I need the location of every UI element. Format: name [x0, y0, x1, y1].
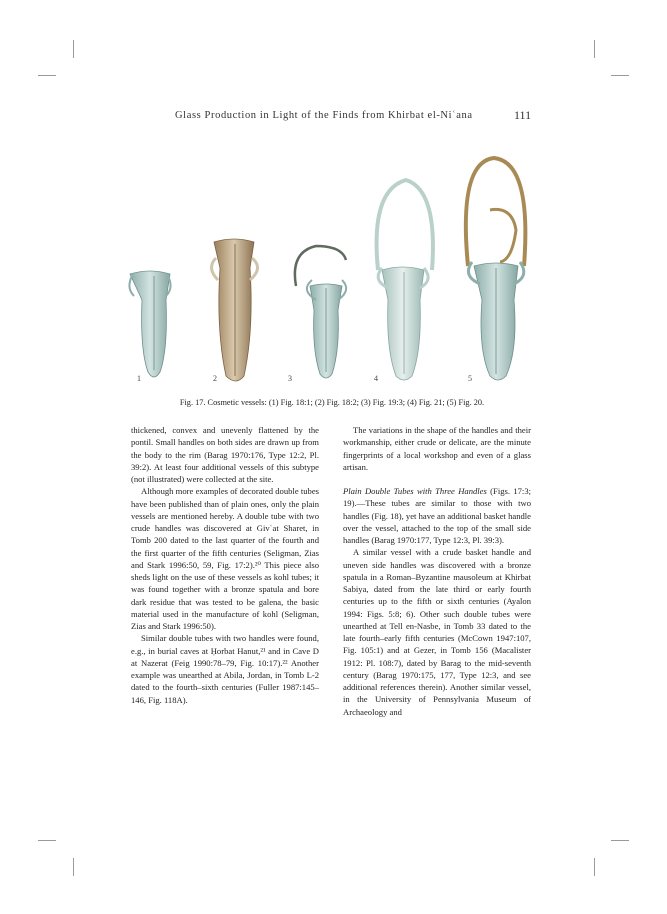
crop-mark [73, 858, 74, 876]
vessel-2 [211, 239, 257, 381]
text-column-right [343, 424, 531, 718]
paragraph-text: (Figs. 17:3; 19).—These tubes are similar to those with two handles (Fig. 18), yet have an additional basket handle over the vessel, attached to the top of the small side handles (Barag 1970:177, Type 12:3, Pl. 39:3). [343, 486, 531, 545]
crop-mark [594, 858, 595, 876]
crop-mark [38, 840, 56, 841]
section-heading: Plain Double Tubes with Three Handles [343, 486, 487, 496]
vessel-5 [466, 158, 526, 380]
crop-mark [611, 75, 629, 76]
running-head: Glass Production in Light of the Finds from Khirbat el-Niʿana [175, 110, 473, 121]
cosmetic-vessels-photo [120, 150, 540, 390]
page-number: 111 [514, 108, 532, 122]
vessel-1 [129, 271, 170, 377]
paragraph: The variations in the shape of the handles and their workmanship, either crude or delicate, are the minute fingerprints of a local workshop and even of a glass artisan. [343, 425, 531, 472]
paragraph [343, 485, 531, 546]
crop-mark [611, 840, 629, 841]
text-column-left [131, 424, 319, 706]
figure-number-2: 2 [213, 374, 217, 383]
figure-number-4: 4 [374, 374, 378, 383]
paragraph: thickened, convex and unevenly flattened by the pontil. Small handles on both sides are drawn up from the body to the rim (Barag 1970:176, Type 12:2, Pl. 39:2). At least four additional vessels of this subtype (not illustrated) were collected at the site. [131, 425, 319, 484]
figure-number-5: 5 [468, 374, 472, 383]
crop-mark [73, 40, 74, 58]
figure-number-1: 1 [137, 374, 141, 383]
paragraph: A similar vessel with a crude basket handle and uneven side handles was discovered with a bronze spatula in a Roman–Byzantine mausoleum at Khirbat Sabiya, dated from the late third or early fourth centuries up to the fifth or sixth centuries (Ayalon 1994: Figs. 5:8; 6). Other such double tubes were unearthed at Tell en-Nasbe, in Tomb 33 dated to the late fourth–early fifth centuries (McCown 1947:107, Fig. 105:1) and at Gezer, in Tomb 156 (Macalister 1912: Pl. 108:7), dated by Barag to the mid-seventh century (Barag 1970:175, 177, Type 12:3, and see additional references therein). Another similar vessel, in the University of Pennsylvania Museum of Archaeology and [343, 547, 531, 717]
figure-caption: Fig. 17. Cosmetic vessels: (1) Fig. 18:1; (2) Fig. 18:2; (3) Fig. 19:3; (4) Fig. 21; (5) Fig. 20. [179, 398, 485, 407]
vessel-4 [377, 180, 433, 380]
paragraph: Although more examples of decorated double tubes have been published than of plain ones, only the plain vessels are mentioned hereby. A double tube with two crude handles was discovered at Givʿat Sharet, in Tomb 200 dated to the last quarter of the fourth and the first quarter of the fifth centuries (Seligman, Zias and Stark 1996:50, 59, Fig. 17:2).²⁰ This piece also sheds light on the use of these vessels as kohl tubes; it was found together with a bronze spatula and bore dark residue that was tested to be galena, the basic material used in the manufacture of kohl (Seligman, Zias and Stark 1996:50). [131, 486, 319, 631]
crop-mark [38, 75, 56, 76]
vessel-3 [295, 246, 346, 378]
figure-number-3: 3 [288, 374, 292, 383]
crop-mark [594, 40, 595, 58]
paragraph: Similar double tubes with two handles were found, e.g., in burial caves at Ḥorbat Hanut,²¹ and in Cave D at Nazerat (Feig 1990:78–79, Fig. 10:17).²² Another example was unearthed at Abila, Jordan, in Tomb L-2 dated to the fourth–sixth centuries (Fuller 1987:145–146, Fig. 118A). [131, 633, 319, 705]
